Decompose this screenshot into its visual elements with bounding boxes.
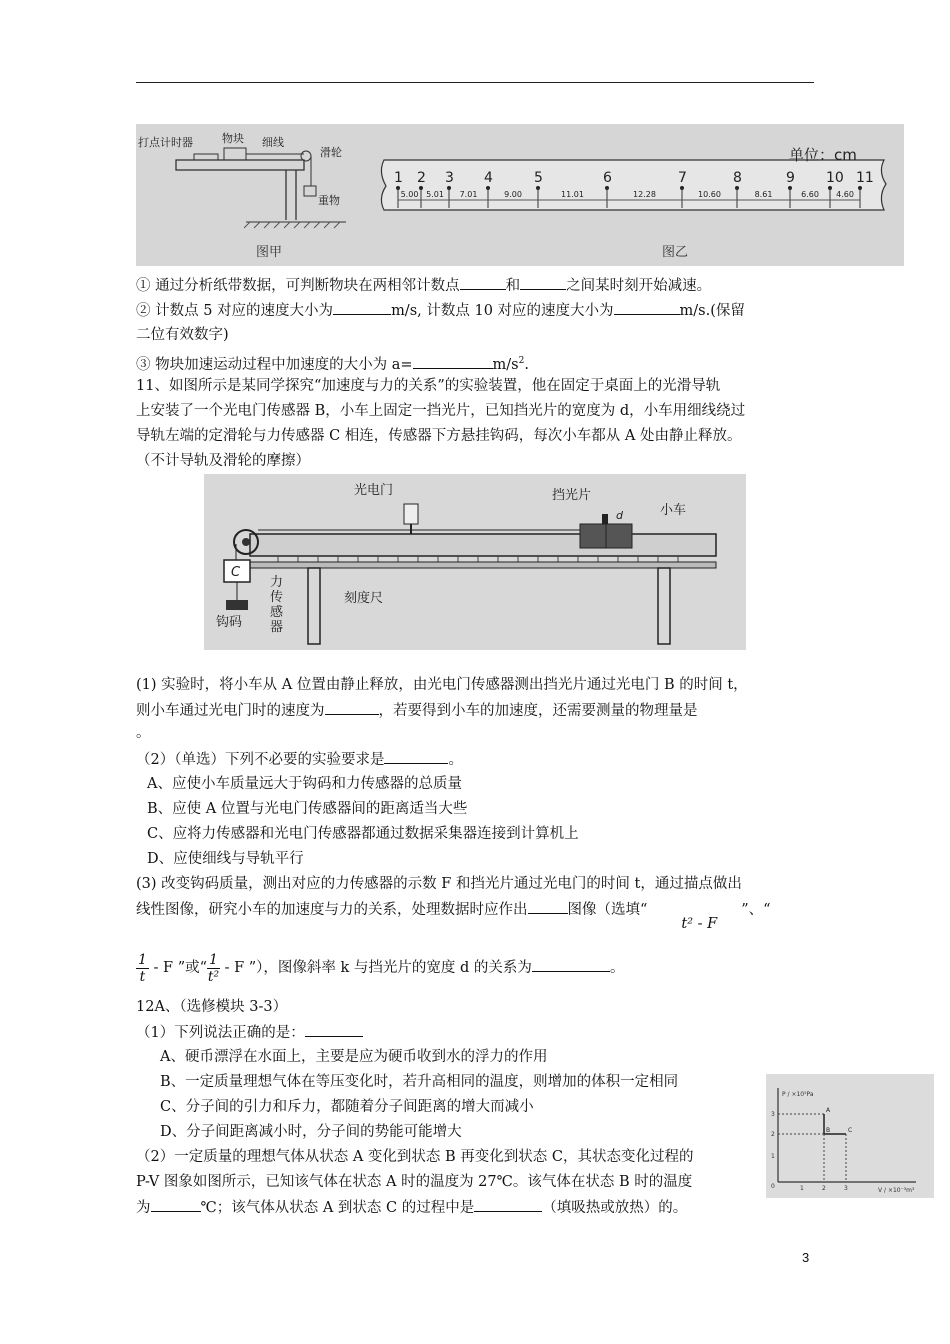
- q10-l4: ③ 物块加速运动过程中加速度的大小为 a=: [136, 356, 413, 373]
- q11-s4-line: [136, 950, 624, 986]
- q12-s2b: P-V 图象如图所示，已知该气体在状态 A 时的温度为 27℃。该气体在状态 B 时的温度: [136, 1174, 693, 1190]
- tape-distance: 5.00: [400, 190, 419, 199]
- tape-distance: 8.61: [754, 190, 773, 199]
- q11-s4f2: - F ”），图像斜率 k 与挡光片的宽度 d 的关系为: [219, 960, 532, 976]
- q11-p4: （不计导轨及滑轮的摩擦）: [136, 453, 310, 469]
- q10-l1c: 之间某时刻开始减速。: [566, 278, 712, 294]
- q12-s1: （1）下列说法正确的是：: [136, 1025, 305, 1041]
- q11-s2-line: [136, 748, 463, 771]
- q10-l4b: m/s: [492, 356, 519, 373]
- tape-distance: 5.01: [426, 190, 444, 199]
- frac1-num: 1: [138, 951, 147, 968]
- blank-5[interactable]: [413, 353, 493, 369]
- q10-l2b: m/s, 计数点 10 对应的速度大小为: [391, 303, 614, 319]
- q10-line3: [136, 324, 229, 346]
- pv-x1: 1: [800, 1185, 804, 1192]
- tape-distance: 12.28: [633, 190, 656, 199]
- q10-l4end: .: [524, 356, 529, 373]
- q12-s2c: 为: [136, 1200, 151, 1216]
- q10-l2: ② 计数点 5 对应的速度大小为: [136, 303, 334, 319]
- blank-6[interactable]: [325, 699, 379, 715]
- timer-label: 打点计时器: [138, 136, 193, 149]
- hook-label: 钩码: [216, 615, 243, 630]
- block-label: 物块: [222, 132, 244, 145]
- c-label: C: [231, 565, 241, 580]
- q11-s2end: 。: [448, 752, 463, 768]
- q11-s1c: ，若要得到小车的加速度，还需要测量的物理量是: [378, 703, 698, 719]
- pv-xlabel: V / ×10⁻³m³: [878, 1187, 915, 1194]
- caption-b: 图乙: [662, 245, 689, 260]
- tape-point-label: 7: [678, 170, 687, 186]
- q12-s2d: ℃；该气体从状态 A 到状态 C 的过程中是: [200, 1200, 475, 1216]
- frac-1-t2: [207, 952, 220, 985]
- q12-title: 12A、（选修模块 3-3）: [136, 999, 288, 1015]
- frac2-den: t²: [207, 968, 220, 985]
- pv-y2: 2: [771, 1131, 775, 1138]
- tape-distance: 6.60: [801, 190, 819, 199]
- tape-point-label: 2: [417, 170, 426, 186]
- blank-11[interactable]: [151, 1196, 201, 1212]
- q11-p3: 导轨左端的定滑轮与力传感器 C 相连，传感器下方悬挂钩码，每次小车都从 A 处由静止释放。: [136, 428, 742, 444]
- tape-point-label: 1: [394, 170, 403, 186]
- q11-opt-c: C、应将力传感器和光电门传感器都通过数据采集器连接到计算机上: [147, 826, 579, 842]
- pulley-label: 滑轮: [320, 146, 342, 159]
- tape-point-label: 11: [856, 170, 874, 186]
- blank-10[interactable]: [305, 1021, 363, 1037]
- tape-point-label: 4: [484, 170, 493, 186]
- q10-line2: [136, 299, 745, 322]
- q12-s2c-line: [136, 1196, 687, 1219]
- pv-point-b: B: [826, 1127, 831, 1134]
- figure-tape: [136, 124, 904, 266]
- frac2-num: 1: [209, 951, 218, 968]
- blank-1[interactable]: [460, 274, 506, 290]
- shutter-label: 挡光片: [552, 488, 592, 503]
- pv-point-c: C: [848, 1127, 853, 1134]
- q11-opt-d: D、应使细线与导轨平行: [147, 851, 304, 867]
- tape-point-label: 9: [786, 170, 795, 186]
- q11-s3c: 图像（选填“: [567, 902, 648, 918]
- blank-7[interactable]: [384, 748, 448, 764]
- q10-l2c: m/s.(保留: [679, 303, 745, 319]
- d-label: d: [616, 509, 623, 522]
- tape-distance: 7.01: [459, 190, 478, 199]
- q11-p2: 上安装了一个光电门传感器 B，小车上固定一挡光片，已知挡光片的宽度为 d，小车用细线绕过: [136, 403, 746, 419]
- q11-s3a: (3) 改变钩码质量，测出对应的力传感器的示数 F 和挡光片通过光电门的时间 t，通过描点做出: [136, 876, 742, 892]
- tape-point-label: 10: [826, 170, 844, 186]
- pv-ylabel: P / ×10⁵Pa: [782, 1091, 814, 1098]
- tape-point-label: 8: [733, 170, 742, 186]
- blank-2[interactable]: [520, 274, 566, 290]
- pv-origin: 0: [771, 1183, 775, 1190]
- tape-distance: 10.60: [698, 190, 721, 199]
- blank-12[interactable]: [474, 1196, 542, 1212]
- q11-s4f: - F ”或“: [148, 960, 208, 976]
- q11-s4end: 。: [609, 960, 625, 976]
- pv-y1: 1: [771, 1153, 775, 1160]
- unit-label: 单位：cm: [789, 146, 857, 164]
- q11-s3b-line: [136, 898, 771, 932]
- q10-line4: [136, 350, 529, 376]
- q11-p1: 11、如图所示是某同学探究“加速度与力的关系”的实验装置，他在固定于桌面上的光滑导轨: [136, 378, 721, 394]
- pv-x3: 3: [844, 1185, 848, 1192]
- q11-s2: （2）（单选）下列不必要的实验要求是: [136, 752, 385, 768]
- weight-label: 重物: [318, 194, 340, 207]
- q11-s1b-line: [136, 699, 698, 722]
- frac1-den: t: [139, 968, 146, 985]
- q11-opt-b: B、应使 A 位置与光电门传感器间的距离适当大些: [147, 801, 468, 817]
- blank-9[interactable]: [532, 956, 610, 972]
- q12-opt-c: C、分子间的引力和斥力，都随着分子间距离的增大而减小: [160, 1099, 534, 1115]
- tape-distance: 4.60: [836, 190, 854, 199]
- q11-s3b: 线性图像，研究小车的加速度与力的关系，处理数据时应作出: [136, 902, 528, 918]
- frac-1-t: [136, 952, 149, 985]
- tape-point-label: 5: [534, 170, 543, 186]
- t2-f-expression: t² - F: [681, 916, 718, 932]
- tape-point-label: 6: [603, 170, 612, 186]
- q12-s2a: （2）一定质量的理想气体从状态 A 变化到状态 B 再变化到状态 C，其状态变化过程的: [136, 1149, 694, 1165]
- caption-a: 图甲: [256, 245, 283, 260]
- blank-3[interactable]: [333, 299, 391, 315]
- tape-distance: 9.00: [504, 190, 522, 199]
- q10-l1b: 和: [505, 278, 521, 294]
- q10-l3: 二位有效数字): [136, 327, 229, 343]
- q12-s2e: （填吸热或放热）的。: [542, 1200, 688, 1216]
- header-rule: [136, 82, 814, 83]
- blank-8[interactable]: [528, 898, 568, 914]
- q11-s1a: (1) 实验时，将小车从 A 位置由静止释放，由光电门传感器测出挡光片通过光电门 B 的时间 t，: [136, 677, 748, 693]
- tape-distance: 11.01: [561, 190, 584, 199]
- q12-opt-d: D、分子间距离减小时，分子间的势能可能增大: [160, 1124, 462, 1140]
- q11-opt-a: A、应使小车质量远大于钩码和力传感器的总质量: [147, 776, 462, 792]
- q12-s1-line: [136, 1021, 363, 1044]
- figure-cart: [204, 474, 746, 650]
- q10-l4sup: 2: [518, 356, 525, 366]
- pv-y3: 3: [771, 1111, 775, 1118]
- blank-4[interactable]: [614, 299, 680, 315]
- q11-s3d: ”、“: [741, 902, 771, 918]
- sensor-label: 力传感器: [270, 575, 284, 635]
- q10-l1: ① 通过分析纸带数据，可判断物块在两相邻计数点: [136, 278, 460, 294]
- q11-s1b: 则小车通过光电门时的速度为: [136, 703, 325, 719]
- q12-opt-a: A、硬币漂浮在水面上，主要是应为硬币收到水的浮力的作用: [160, 1049, 548, 1065]
- gate-label: 光电门: [354, 483, 394, 498]
- ruler-label: 刻度尺: [344, 591, 384, 606]
- tape-point-label: 3: [445, 170, 454, 186]
- page-number: 3: [802, 1250, 810, 1265]
- q10-line1: [136, 274, 711, 297]
- cart-label: 小车: [660, 503, 687, 518]
- q11-s1d: 。: [136, 725, 151, 741]
- pv-x2: 2: [822, 1185, 826, 1192]
- figure-pv-graph: [766, 1074, 934, 1198]
- string-label: 细线: [262, 136, 284, 149]
- q12-opt-b: B、一定质量理想气体在等压变化时，若升高相同的温度，则增加的体积一定相同: [160, 1074, 679, 1090]
- pv-point-a: A: [826, 1107, 831, 1114]
